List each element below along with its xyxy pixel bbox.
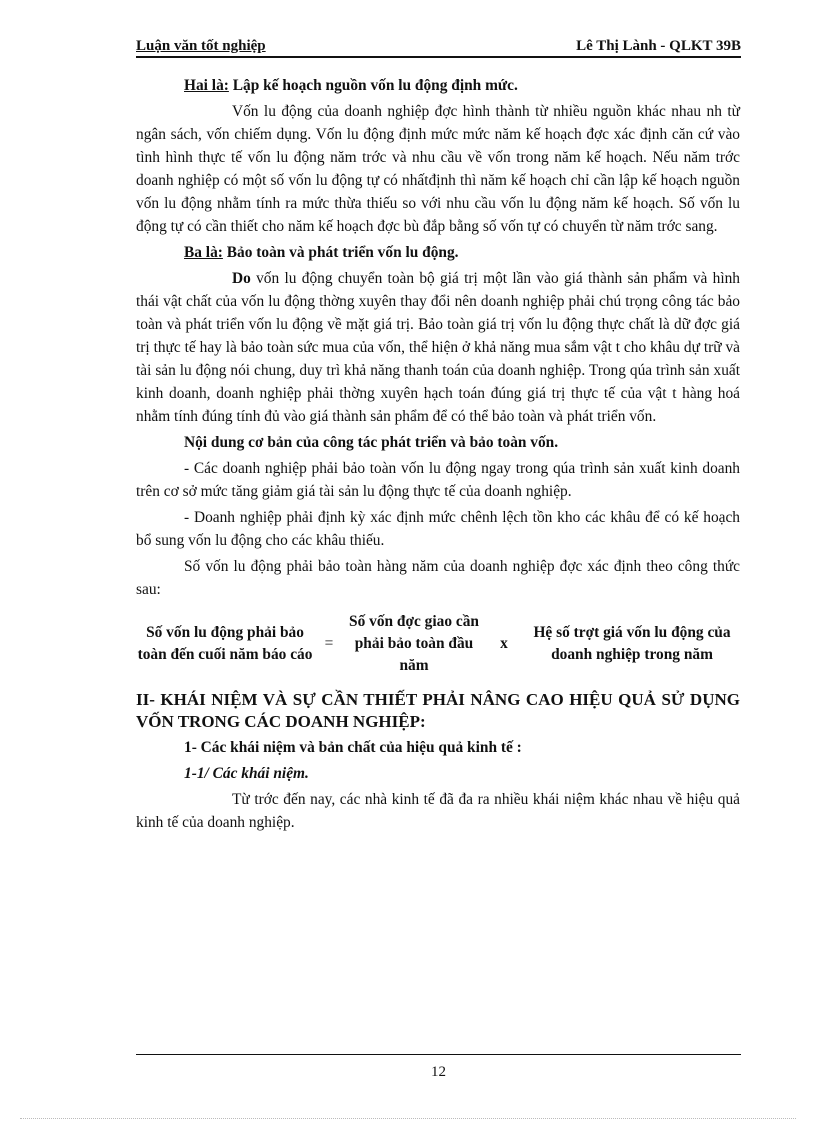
heading-ba-la [136, 241, 740, 264]
paragraph-4: - Doanh nghiệp phải định kỳ xác định mức chênh lệch tồn kho các khâu để có kế hoạch bổ sung vốn lu động cho các khâu thiếu. [136, 509, 740, 549]
formula-left: Số vốn lu động phải bảo toàn đến cuối năm báo cáo [137, 624, 313, 663]
formula-equals: = [324, 635, 334, 652]
paragraph-1: Vốn lu động của doanh nghiệp đợc hình thành từ nhiều nguồn khác nhau nh từ ngân sách, vốn chiếm dụng. Vốn lu động định mức mức năm kế hoạch đợc xác định căn cứ vào tình hình thực tế vốn lu động năm trớc và nhu cầu về vốn trong năm kế hoạch. Nếu năm trớc doanh nghiệp có một số vốn lu động tự có nhấtđịnh thì năm kế hoạch chỉ cần lập kế hoạch nguồn vốn lu động nhằm tính ra mức thừa thiếu so với nhu cầu vốn lu động năm kế hoạch. Số vốn lu động tự có cần thiết cho năm kế hoạch đợc bù đắp bằng số vốn tự có chuyển từ năm trớc sang. [136, 103, 740, 235]
footer-divider [136, 1054, 741, 1055]
page-number: 12 [431, 1064, 446, 1080]
page-content [136, 74, 740, 837]
heading-noi-dung: Nội dung cơ bản của công tác phát triển và bảo toàn vốn. [184, 434, 559, 451]
paragraph-2-body: vốn lu động chuyển toàn bộ giá trị một lần vào giá thành sản phẩm và hình thái vật chất của vốn lu động thờng xuyên thay đổi nên doanh nghiệp phải chú trọng công tác bảo toàn và phát triển vốn lu động về mặt giá trị. Bảo toàn giá trị vốn lu động thực chất là dữ đợc giá trị thực tế hay là bảo toàn sức mua của vốn, thể hiện ở khả năng mua sắm vật t cho khâu dự trữ và tài sản lu động nói chung, duy trì khả năng thanh toán của doanh nghiệp. Trong qúa trình sản xuất kinh doanh, doanh nghiệp phải thờng xuyên hạch toán đúng giá trị thực tế của vật t hàng hoá nhằm tính đúng tính đủ vào giá thành sản phẩm để có thể bảo toàn và phát triển vốn. [136, 270, 740, 425]
formula [136, 611, 740, 677]
section-heading-2: II- KHÁI NIỆM VÀ SỰ CẦN THIẾT PHẢI NÂNG CAO HIỆU QUẢ SỬ DỤNG VỐN TRONG CÁC DOANH NGHIỆP: [136, 690, 740, 731]
ba-la-label: Ba là: [184, 244, 223, 261]
paragraph-3: - Các doanh nghiệp phải bảo toàn vốn lu động ngay trong qúa trình sản xuất kinh doanh trên cơ sở mức tăng giảm giá tài sản lu động thực tế của doanh nghiệp. [136, 460, 740, 500]
formula-middle: Số vốn đợc giao cần phải bảo toàn đầu năm [349, 613, 479, 674]
header-right: Lê Thị Lành - QLKT 39B [576, 38, 741, 54]
header-left: Luận văn tốt nghiệp [136, 38, 266, 54]
heading-hai-la [136, 74, 740, 97]
page-break-line [20, 1118, 796, 1119]
paragraph-6: Từ trớc đến nay, các nhà kinh tế đã đa ra nhiều khái niệm khác nhau về hiệu quả kinh tế của doanh nghiệp. [136, 791, 740, 831]
hai-la-label: Hai là: [184, 77, 229, 94]
hai-la-title: Lập kế hoạch nguồn vốn lu động định mức. [228, 77, 518, 94]
subheading-1-1: 1-1/ Các khái niệm. [184, 765, 309, 782]
subheading-1: 1- Các khái niệm và bản chất của hiệu quả kinh tế : [184, 739, 522, 756]
ba-la-title: Bảo toàn và phát triển vốn lu động. [222, 244, 459, 261]
page-header [136, 38, 741, 58]
paragraph-2-lead: Do [232, 270, 251, 287]
paragraph-5: Số vốn lu động phải bảo toàn hàng năm của doanh nghiệp đợc xác định theo công thức sau: [136, 558, 740, 598]
formula-right: Hệ số trợt giá vốn lu động của doanh nghiệp trong năm [533, 624, 731, 663]
paragraph-2 [136, 267, 740, 428]
formula-times: x [500, 635, 508, 652]
